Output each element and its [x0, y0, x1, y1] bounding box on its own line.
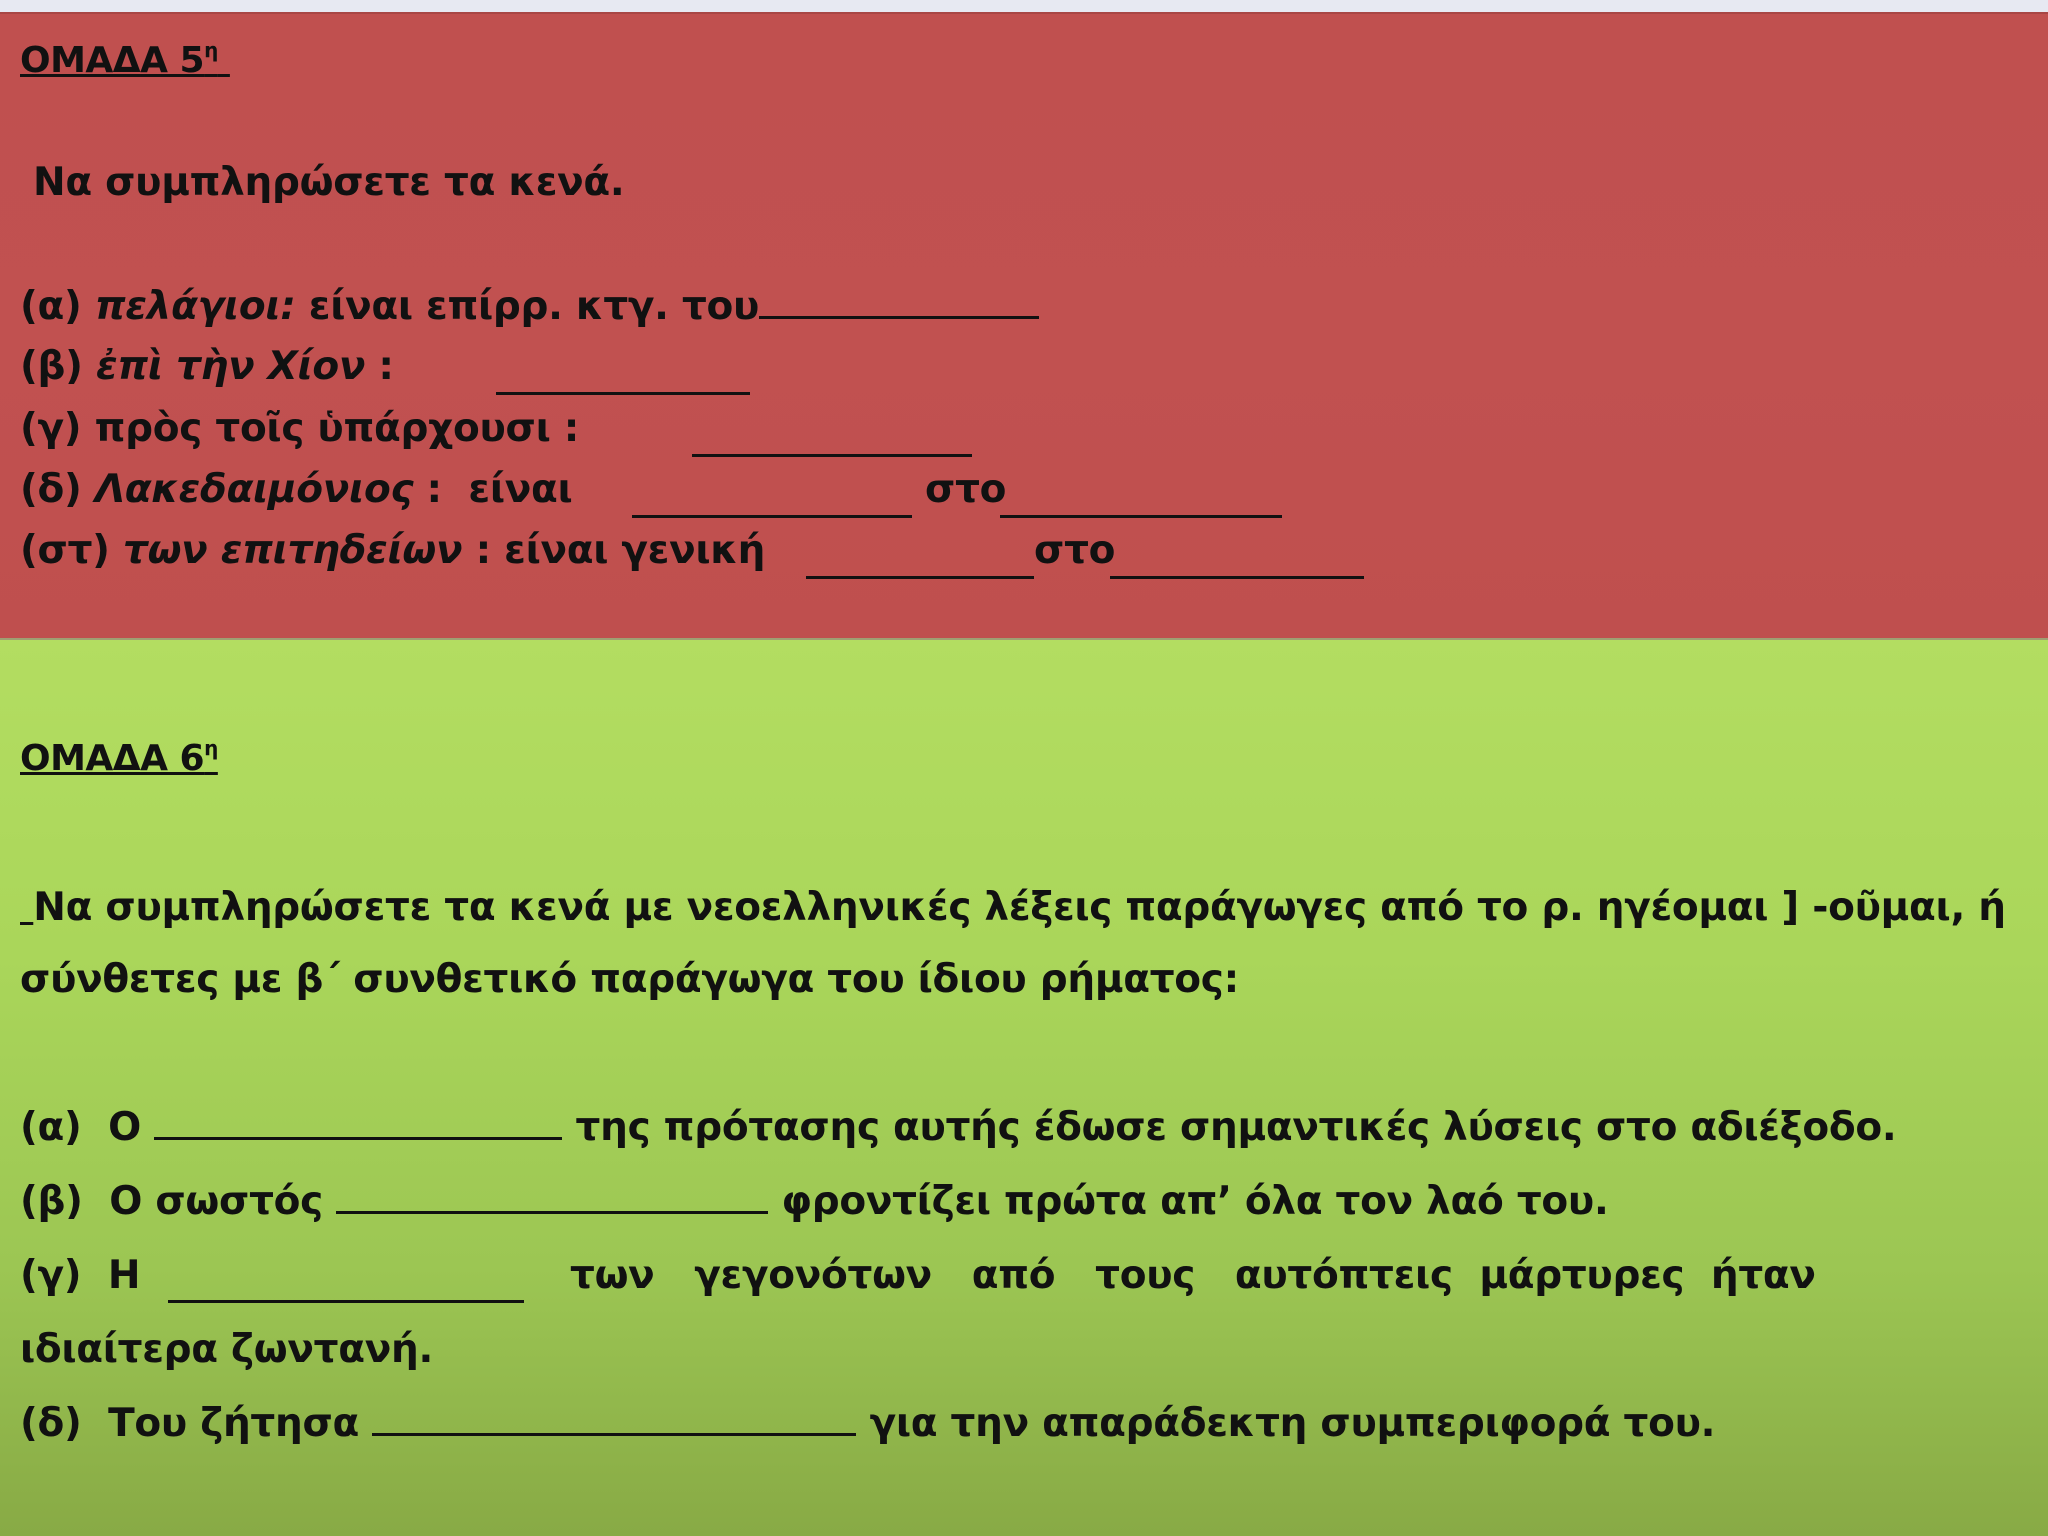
group5-item-b: (β) ἐπὶ τὴν Χίον :: [20, 344, 394, 389]
top-strip: [0, 0, 2048, 12]
group5-instruction: Να συμπληρώσετε τα κενά.: [33, 160, 625, 205]
group6-instruction-line2: σύνθετες με β΄ συνθετικό παράγωγα του ίδιου ρήματος:: [20, 957, 1239, 1002]
blank-field[interactable]: [632, 511, 912, 518]
blank-field[interactable]: [806, 572, 1034, 579]
group6-instruction-line1: Να συμπληρώσετε τα κενά με νεοελληνικές λέξεις παράγωγες από το ρ. ηγέομαι ] -οῦμαι, ή: [33, 885, 2006, 930]
blank-field[interactable]: [168, 1296, 524, 1303]
blank-field[interactable]: [1110, 572, 1364, 579]
group5-item-c: (γ) πρὸς τοῖς ὑπάρχουσι :: [20, 406, 580, 451]
blank-field[interactable]: [496, 388, 750, 395]
group5-item-st-between: στο: [1034, 528, 1116, 573]
group6-item-d: (δ) Του ζήτησα για την απαράδεκτη συμπεριφορά του.: [20, 1401, 1716, 1446]
group6-item-b: (β) Ο σωστός φροντίζει πρώτα απ’ όλα τον λαό του.: [20, 1179, 1609, 1224]
blank-field[interactable]: [336, 1207, 768, 1214]
group5-item-st: (στ) των επιτηδείων : είναι γενική: [20, 528, 766, 573]
group5-item-d-between: στο: [925, 467, 1007, 512]
blank-field[interactable]: [692, 450, 972, 457]
blank-field[interactable]: [1000, 511, 1282, 518]
group5-heading: ΟΜΑΔΑ $5^\eta$: [20, 38, 218, 81]
blank-field[interactable]: [154, 1133, 562, 1140]
group5-item-a: (α) πελάγιοι: είναι επίρρ. κτγ. του: [20, 284, 1039, 329]
blank-field[interactable]: [759, 312, 1039, 319]
blank-field[interactable]: [372, 1429, 856, 1436]
group5-item-d: (δ) Λακεδαιμόνιος : είναι: [20, 467, 573, 512]
group6-item-c-rest: των γεγονότων από τους αυτόπτεις μάρτυρες ήταν: [570, 1253, 1816, 1298]
group6-heading: ΟΜΑΔΑ $6^\eta$: [20, 736, 218, 779]
group6-item-c: (γ) Η: [20, 1253, 154, 1298]
group6-item-a: (α) Ο της πρότασης αυτής έδωσε σημαντικές λύσεις στο αδιέξοδο.: [20, 1105, 1897, 1150]
group6-item-c-cont: ιδιαίτερα ζωντανή.: [20, 1327, 433, 1372]
